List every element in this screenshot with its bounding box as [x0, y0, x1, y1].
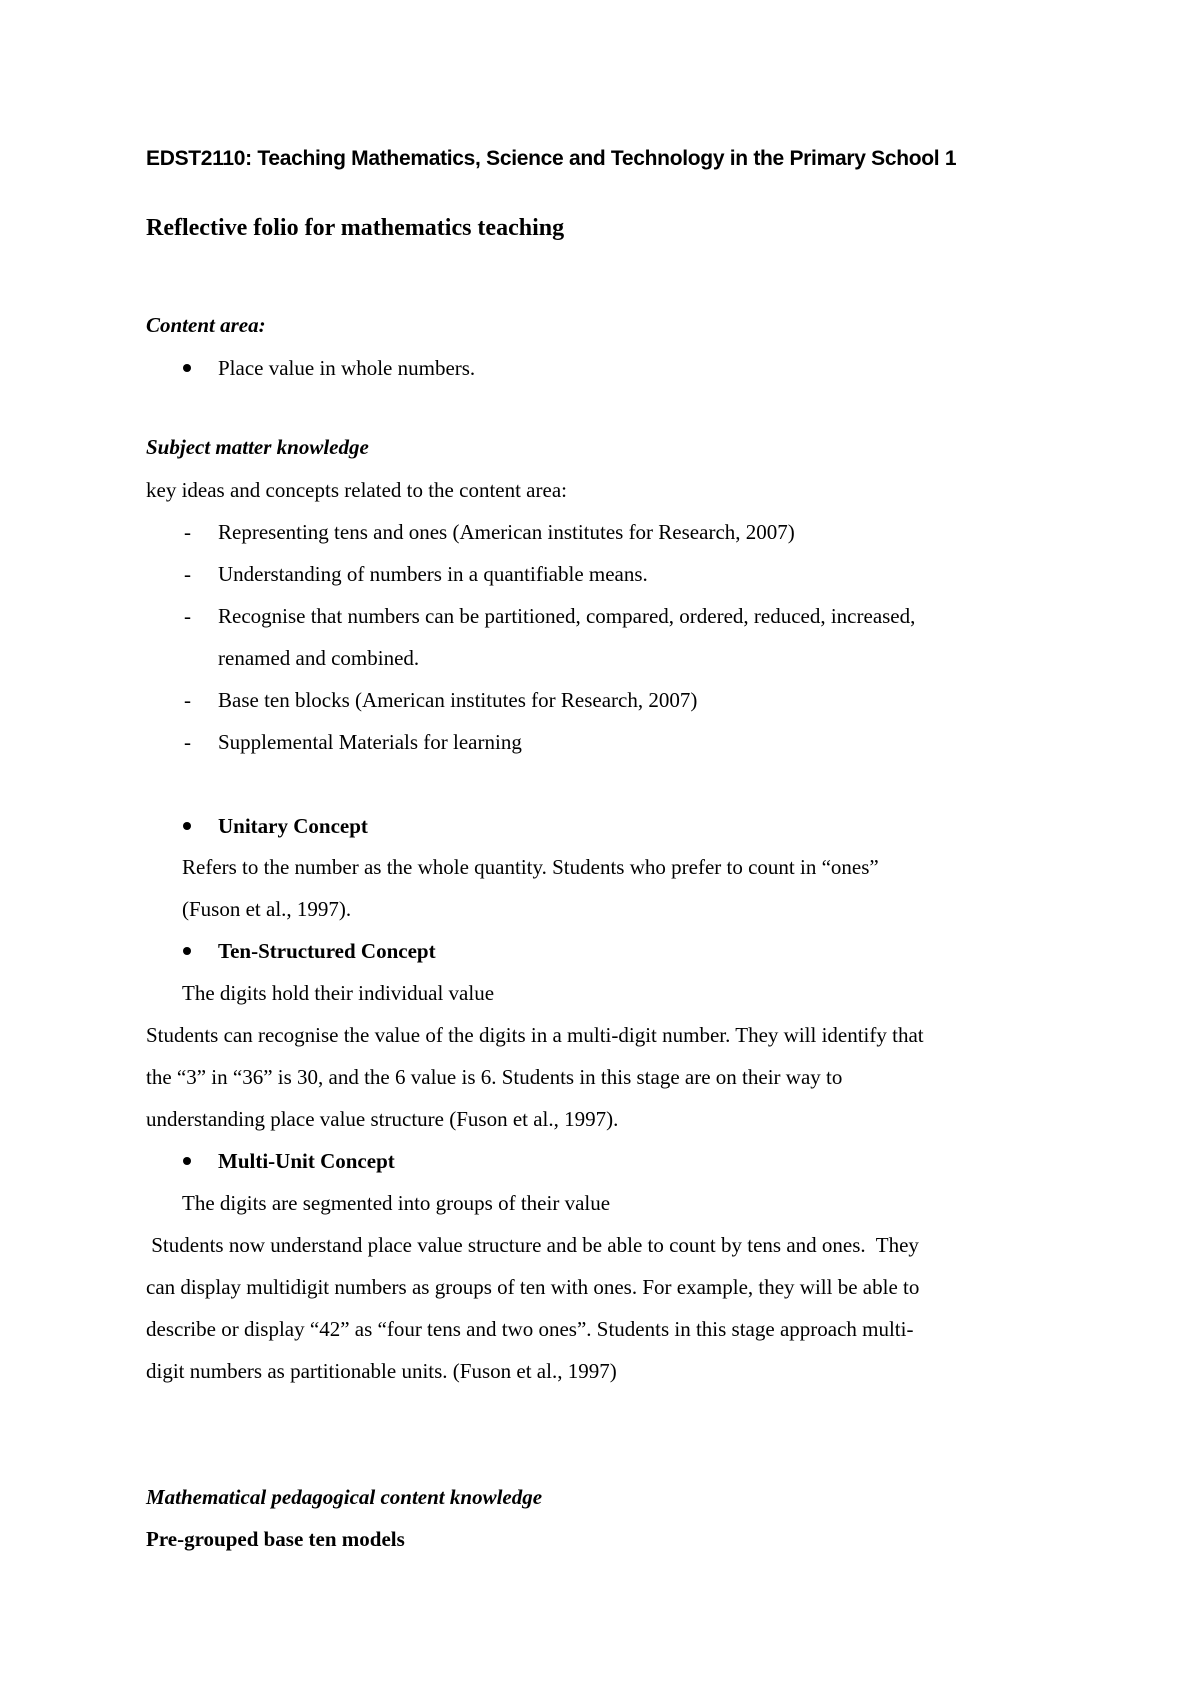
subject-matter-item: Understanding of numbers in a quantifiable means.: [218, 562, 648, 586]
unitary-concept-heading: Unitary Concept: [218, 814, 368, 838]
subject-matter-intro: key ideas and concepts related to the content area:: [146, 478, 567, 502]
dash-marker: -: [184, 730, 191, 754]
course-title: EDST2110: Teaching Mathematics, Science and Technology in the Primary School 1: [146, 147, 957, 170]
ten-structured-concept-text: understanding place value structure (Fuson et al., 1997).: [146, 1107, 619, 1131]
multi-unit-concept-text: digit numbers as partitionable units. (Fuson et al., 1997): [146, 1359, 617, 1383]
ten-structured-concept-text: Students can recognise the value of the digits in a multi-digit number. They will identify that: [146, 1023, 924, 1047]
dash-marker: -: [184, 520, 191, 544]
pre-grouped-models-heading: Pre-grouped base ten models: [146, 1527, 405, 1551]
multi-unit-concept-text: describe or display “42” as “four tens and two ones”. Students in this stage approach multi-: [146, 1317, 914, 1341]
multi-unit-concept-heading: Multi-Unit Concept: [218, 1149, 395, 1173]
subject-matter-item: Representing tens and ones (American institutes for Research, 2007): [218, 520, 795, 544]
multi-unit-concept-text: Students now understand place value structure and be able to count by tens and ones. They: [146, 1233, 919, 1257]
ten-structured-concept-text: the “3” in “36” is 30, and the 6 value is 6. Students in this stage are on their way to: [146, 1065, 843, 1089]
pedagogical-knowledge-heading: Mathematical pedagogical content knowledge: [146, 1485, 543, 1509]
dash-marker: -: [184, 688, 191, 712]
subject-matter-item: Recognise that numbers can be partitioned, compared, ordered, reduced, increased,: [218, 604, 916, 628]
unitary-concept-text: Refers to the number as the whole quantity. Students who prefer to count in “ones”: [182, 855, 879, 879]
subject-matter-item: Base ten blocks (American institutes for Research, 2007): [218, 688, 698, 712]
subject-matter-item: Supplemental Materials for learning: [218, 730, 522, 754]
content-area-item: Place value in whole numbers.: [218, 356, 476, 380]
dash-marker: -: [184, 562, 191, 586]
document-title: Reflective folio for mathematics teaching: [146, 215, 565, 241]
ten-structured-concept-heading: Ten-Structured Concept: [218, 939, 436, 963]
subject-matter-heading: Subject matter knowledge: [146, 435, 369, 459]
subject-matter-item-continued: renamed and combined.: [218, 646, 420, 670]
content-area-heading: Content area:: [146, 313, 266, 337]
multi-unit-concept-text: can display multidigit numbers as groups of ten with ones. For example, they will be able to: [146, 1275, 920, 1299]
dash-marker: -: [184, 604, 191, 628]
ten-structured-concept-text: The digits hold their individual value: [182, 981, 495, 1005]
multi-unit-concept-text: The digits are segmented into groups of their value: [182, 1191, 611, 1215]
bullet-icon: [183, 1157, 191, 1165]
bullet-icon: [183, 947, 191, 955]
unitary-concept-text: (Fuson et al., 1997).: [182, 897, 352, 921]
bullet-icon: [183, 364, 191, 372]
bullet-icon: [183, 822, 191, 830]
